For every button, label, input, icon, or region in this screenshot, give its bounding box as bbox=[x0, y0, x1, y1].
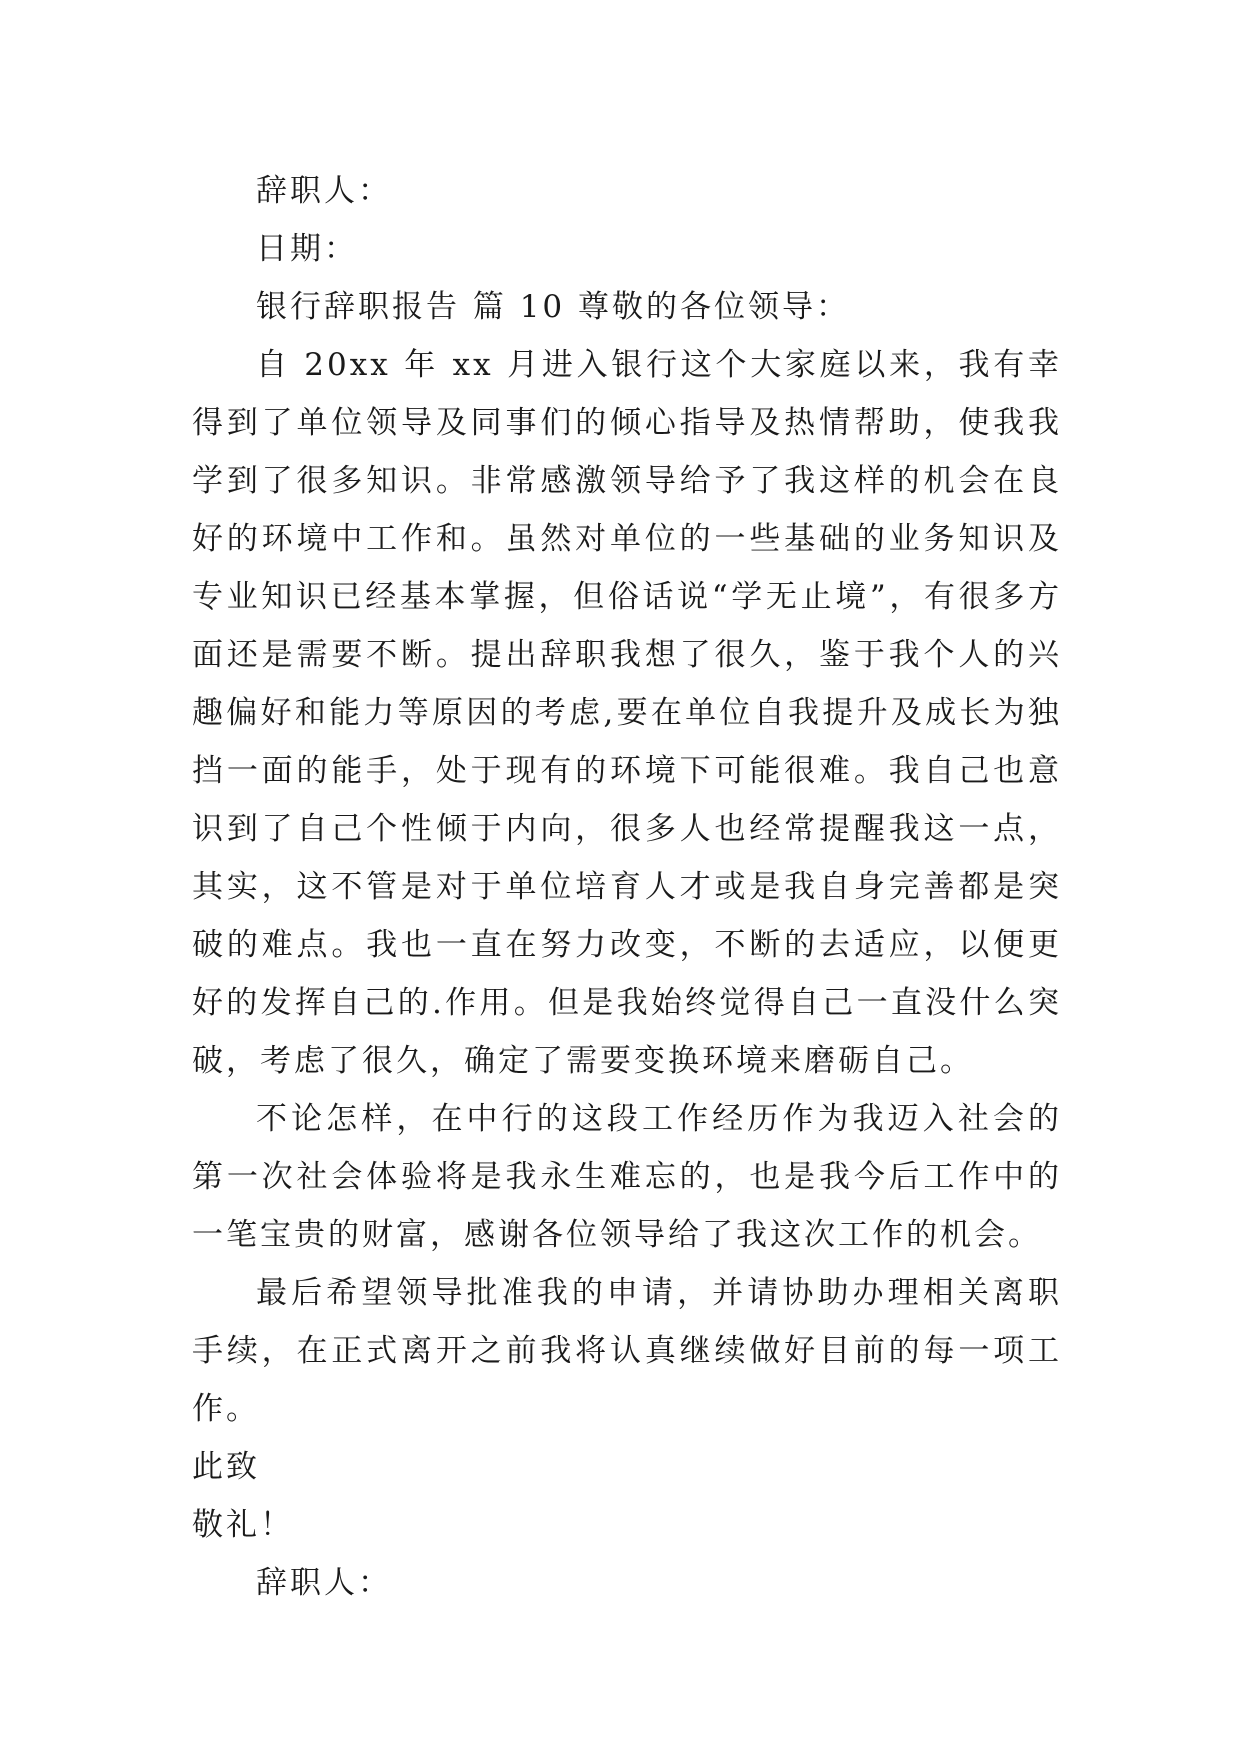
signer-label-top: 辞职人： bbox=[256, 173, 392, 209]
paragraph-3: 最后希望领导批准我的申请，并请协助办理相关离职手续，在正式离开之前我将认真继续做好目前的每一项工作。 bbox=[192, 1275, 1062, 1427]
paragraph-2: 不论怎样，在中行的这段工作经历作为我迈入社会的第一次社会体验将是我永生难忘的，也是我今后工作中的一笔宝贵的财富，感谢各位领导给了我这次工作的机会。 bbox=[192, 1101, 1062, 1253]
report-heading: 银行辞职报告 篇 10 尊敬的各位领导： bbox=[256, 289, 851, 325]
paragraph-1: 自 20xx 年 xx 月进入银行这个大家庭以来，我有幸得到了单位领导及同事们的倾心指导及热情帮助，使我我学到了很多知识。非常感激领导给予了我这样的机会在良好的环境中工作和。虽然对单位的一些基础的业务知识及专业知识已经基本掌握，但俗话说“学无止境”，有很多方面还是需要不断。提出辞职我想了很久，鉴于我个人的兴趣偏好和能力等原因的考虑,要在单位自我提升及成长为独挡一面的能手，处于现有的环境下可能很难。我自己也意识到了自己个性倾于内向，很多人也经常提醒我这一点，其实，这不管是对于单位培育人才或是我自身完善都是突破的难点。我也一直在努力改变，不断的去适应，以便更好的发挥自己的.作用。但是我始终觉得自己一直没什么突破，考虑了很久，确定了需要变换环境来磨砺自己。 bbox=[192, 347, 1062, 1079]
date-label: 日期： bbox=[256, 231, 358, 267]
closing-regards: 敬礼！ bbox=[192, 1507, 294, 1543]
signer-label-bottom: 辞职人： bbox=[256, 1565, 392, 1601]
closing-salutation: 此致 bbox=[192, 1449, 260, 1485]
document-body bbox=[192, 162, 1062, 1612]
